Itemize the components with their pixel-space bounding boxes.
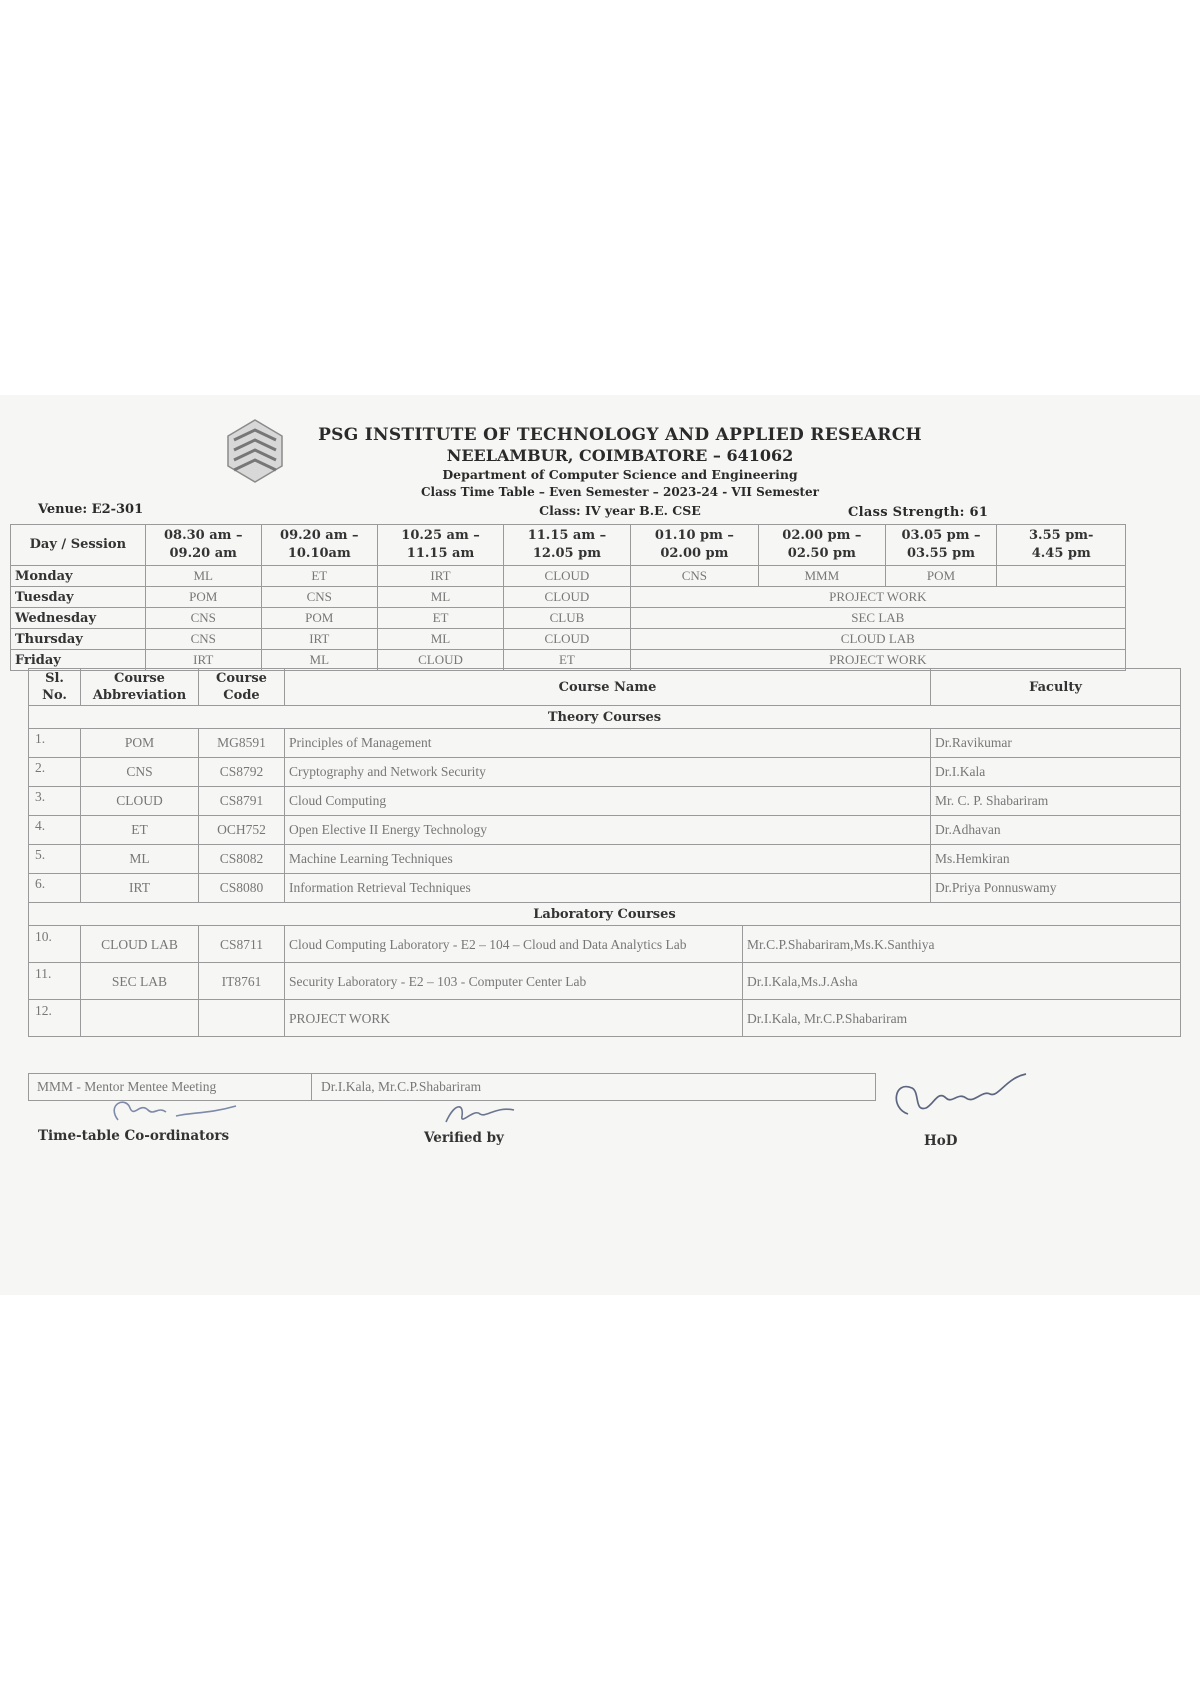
- period-cell: ET: [377, 608, 503, 629]
- timetable-grid: [10, 524, 1126, 671]
- name-cell: Cloud Computing: [285, 787, 931, 816]
- name-cell: PROJECT WORK: [285, 1000, 743, 1037]
- abbreviation-header: Course Abbreviation: [81, 669, 199, 706]
- sl-cell: 10.: [29, 926, 81, 963]
- faculty-cell: Ms.Hemkiran: [931, 845, 1181, 874]
- period-cell: ET: [261, 566, 377, 587]
- period-cell: CNS: [145, 629, 261, 650]
- name-cell: Principles of Management: [285, 729, 931, 758]
- period-cell: CNS: [630, 566, 758, 587]
- period-cell: IRT: [145, 650, 261, 671]
- table-row: [29, 1000, 1181, 1037]
- code-cell: IT8761: [199, 963, 285, 1000]
- table-row: [29, 758, 1181, 787]
- sl-cell: 12.: [29, 1000, 81, 1037]
- period-cell: IRT: [377, 566, 503, 587]
- timetable-row-tuesday: [11, 587, 1126, 608]
- session-header: 02.00 pm – 02.50 pm: [759, 525, 885, 566]
- session-header: 08.30 am – 09.20 am: [145, 525, 261, 566]
- session-header: 11.15 am – 12.05 pm: [504, 525, 630, 566]
- name-cell: Security Laboratory - E2 – 103 - Computer Center Lab: [285, 963, 743, 1000]
- faculty-cell: Mr.C.P.Shabariram,Ms.K.Santhiya: [743, 926, 1181, 963]
- period-cell: ML: [377, 629, 503, 650]
- institute-name: PSG INSTITUTE OF TECHNOLOGY AND APPLIED RESEARCH: [318, 425, 922, 445]
- session-header: 10.25 am – 11.15 am: [377, 525, 503, 566]
- day-session-header: Day / Session: [11, 525, 146, 566]
- afternoon-block: PROJECT WORK: [630, 650, 1125, 671]
- period-cell: ML: [261, 650, 377, 671]
- table-row: [29, 787, 1181, 816]
- hod-label: HoD: [924, 1133, 958, 1149]
- code-cell: CS8792: [199, 758, 285, 787]
- sl-cell: 5.: [29, 845, 81, 874]
- name-cell: Cryptography and Network Security: [285, 758, 931, 787]
- faculty-cell: Mr. C. P. Shabariram: [931, 787, 1181, 816]
- faculty-cell: Dr.I.Kala,Ms.J.Asha: [743, 963, 1181, 1000]
- faculty-header: Faculty: [931, 669, 1181, 706]
- day-cell: Thursday: [11, 629, 146, 650]
- abbr-cell: CNS: [81, 758, 199, 787]
- name-cell: Information Retrieval Techniques: [285, 874, 931, 903]
- sl-cell: 2.: [29, 758, 81, 787]
- period-cell: CLOUD: [504, 587, 630, 608]
- code-cell: [199, 1000, 285, 1037]
- faculty-cell: Dr.Priya Ponnuswamy: [931, 874, 1181, 903]
- table-row: [29, 963, 1181, 1000]
- mmm-legend-value: Dr.I.Kala, Mr.C.P.Shabariram: [321, 1079, 482, 1094]
- class-name: Class: IV year B.E. CSE: [539, 503, 701, 518]
- period-cell: CLOUD: [377, 650, 503, 671]
- class-strength: Class Strength: 61: [848, 505, 989, 520]
- abbr-cell: CLOUD LAB: [81, 926, 199, 963]
- abbr-cell: IRT: [81, 874, 199, 903]
- code-cell: OCH752: [199, 816, 285, 845]
- faculty-cell: Dr.I.Kala, Mr.C.P.Shabariram: [743, 1000, 1181, 1037]
- period-cell: CLOUD: [504, 566, 630, 587]
- table-row: [29, 845, 1181, 874]
- sl-cell: 4.: [29, 816, 81, 845]
- day-cell: Wednesday: [11, 608, 146, 629]
- timetable-title: Class Time Table – Even Semester – 2023-24 - VII Semester: [421, 485, 819, 499]
- hod-signature-icon: [886, 1068, 1036, 1130]
- table-row: [29, 816, 1181, 845]
- course-name-header: Course Name: [285, 669, 931, 706]
- abbr-cell: CLOUD: [81, 787, 199, 816]
- course-header-row: [29, 669, 1181, 706]
- table-row: [29, 926, 1181, 963]
- lab-section-label: Laboratory Courses: [29, 903, 1181, 926]
- name-cell: Open Elective II Energy Technology: [285, 816, 931, 845]
- abbr-cell: SEC LAB: [81, 963, 199, 1000]
- coordinators-label: Time-table Co-ordinators: [38, 1128, 230, 1144]
- code-cell: CS8082: [199, 845, 285, 874]
- period-cell: CLOUD: [504, 629, 630, 650]
- period-cell: CNS: [261, 587, 377, 608]
- mmm-divider: [311, 1074, 312, 1100]
- sl-cell: 11.: [29, 963, 81, 1000]
- period-cell: POM: [885, 566, 997, 587]
- day-cell: Friday: [11, 650, 146, 671]
- verified-by-label: Verified by: [424, 1130, 504, 1146]
- sl-cell: 3.: [29, 787, 81, 816]
- abbr-cell: ET: [81, 816, 199, 845]
- abbr-cell: POM: [81, 729, 199, 758]
- period-cell: POM: [261, 608, 377, 629]
- timetable-row-thursday: [11, 629, 1126, 650]
- table-row: [29, 729, 1181, 758]
- verifier-signature-icon: [440, 1096, 520, 1130]
- faculty-cell: Dr.I.Kala: [931, 758, 1181, 787]
- day-cell: Tuesday: [11, 587, 146, 608]
- timetable-row-wednesday: [11, 608, 1126, 629]
- name-cell: Cloud Computing Laboratory - E2 – 104 – Cloud and Data Analytics Lab: [285, 926, 743, 963]
- code-header: Course Code: [199, 669, 285, 706]
- code-cell: CS8711: [199, 926, 285, 963]
- period-cell: MMM: [759, 566, 885, 587]
- day-cell: Monday: [11, 566, 146, 587]
- period-cell: [997, 566, 1126, 587]
- abbr-cell: [81, 1000, 199, 1037]
- period-cell: ML: [377, 587, 503, 608]
- afternoon-block: PROJECT WORK: [630, 587, 1125, 608]
- venue-label: Venue: E2-301: [38, 502, 144, 517]
- period-cell: CLUB: [504, 608, 630, 629]
- period-cell: POM: [145, 587, 261, 608]
- code-cell: CS8791: [199, 787, 285, 816]
- session-header: 01.10 pm – 02.00 pm: [630, 525, 758, 566]
- timetable-row-monday: [11, 566, 1126, 587]
- period-cell: IRT: [261, 629, 377, 650]
- code-cell: MG8591: [199, 729, 285, 758]
- table-row: [29, 874, 1181, 903]
- course-table: [28, 668, 1181, 1037]
- name-cell: Machine Learning Techniques: [285, 845, 931, 874]
- session-header: 3.55 pm- 4.45 pm: [997, 525, 1126, 566]
- period-cell: ET: [504, 650, 630, 671]
- faculty-cell: Dr.Adhavan: [931, 816, 1181, 845]
- timetable-header-row: [11, 525, 1126, 566]
- period-cell: ML: [145, 566, 261, 587]
- afternoon-block: CLOUD LAB: [630, 629, 1125, 650]
- faculty-cell: Dr.Ravikumar: [931, 729, 1181, 758]
- institute-address: NEELAMBUR, COIMBATORE – 641062: [446, 446, 794, 465]
- sl-cell: 6.: [29, 874, 81, 903]
- institute-logo-icon: [226, 418, 284, 484]
- department-name: Department of Computer Science and Engineering: [442, 467, 798, 482]
- afternoon-block: SEC LAB: [630, 608, 1125, 629]
- coordinator-signature-icon: [96, 1092, 246, 1130]
- sl-cell: 1.: [29, 729, 81, 758]
- theory-section-label: Theory Courses: [29, 706, 1181, 729]
- sl-no-header: Sl. No.: [29, 669, 81, 706]
- period-cell: CNS: [145, 608, 261, 629]
- abbr-cell: ML: [81, 845, 199, 874]
- code-cell: CS8080: [199, 874, 285, 903]
- session-header: 03.05 pm – 03.55 pm: [885, 525, 997, 566]
- session-header: 09.20 am – 10.10am: [261, 525, 377, 566]
- mmm-legend-key: MMM - Mentor Mentee Meeting: [37, 1079, 217, 1094]
